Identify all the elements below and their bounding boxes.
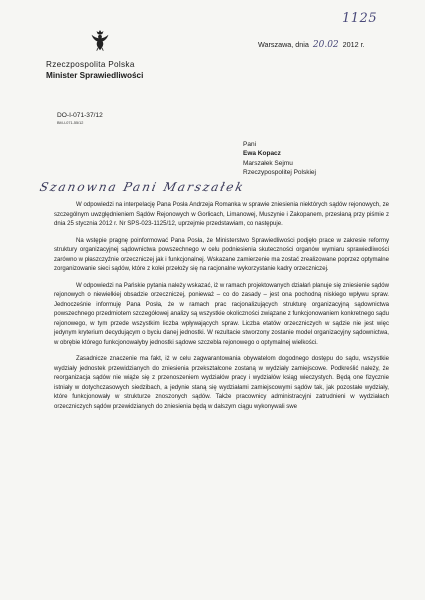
reference-number: DO-I-071-37/12 xyxy=(57,112,103,119)
date-suffix: 2012 r. xyxy=(342,40,365,49)
body-paragraph-4: Zasadnicze znaczenie ma fakt, iż w celu zagwarantowania obywatelom dogodnego dostępu do sądu, wszystkie wydziały jednostek przewidzianych do zniesienia przekształcone zostaną w wydziały zamiejscowe. Podkreślić należy, że reorganizacja sądów nie wiąże się z przenoszeniem wydziałów pracy i wydziałów ksiąg wieczystych. Będą one fizycznie istniały w dotychczasowych siedzibach, a jedynie staną się wydziałami zamiejscowymi sądów tak, jak pozostałe wydziały, które funkcjonowały w strukturze znoszonych sądów. Także pracownicy administracyjni zatrudnieni w wydziałach orzeczniczych sądów przewidzianych do zniesienia będą w dalszym ciągu wykonywali swe xyxy=(54,356,389,410)
addressee-institution: Rzeczypospolitej Polskiej xyxy=(243,168,316,176)
addressee-block xyxy=(243,140,316,177)
handwritten-salutation: Szanowna Pani Marszałek xyxy=(38,180,247,194)
date-day-handwritten: 20.02 xyxy=(312,40,339,50)
header-ministry: Minister Sprawiedliwości xyxy=(46,71,144,80)
body-paragraph-3: W odpowiedzi na Pańskie pytania należy wskazać, iż w ramach projektowanych działań planuje się zniesienie sądów rejonowych o niewielkiej obsadzie orzeczniczej, ponieważ – co do zasady – jest ona pochodną niskiego wpływu spraw. Jednocześnie informuję Pana Posła, że w ramach prac racjonalizujących strukturę organizacyjną sądownictwa powszechnego przedmiotem szczegółowej analizy są wszystkie okoliczności związane z funkcjonowaniem konkretnego sądu rejonowego, w tym przede wszystkim liczba wpływających spraw. Liczba etatów orzeczniczych w sądzie nie jest więc jedynym kryterium decydującym o byciu danej jednostki. W rezultacie stworzony zostanie model organizacyjny sądownictwa, w obrębie którego funkcjonowałyby jednostki sądowe szczebla rejonowego o optymalnej wielkości. xyxy=(54,282,389,346)
registration-number-handwritten: 1125 xyxy=(342,11,378,26)
body-paragraph-1: W odpowiedzi na interpelację Pana Posła Andrzeja Romanka w sprawie zniesienia niektórych sądów rejonowych, ze szczególnym uwzględnieniem Sądów Rejonowych w Gorlicach, Limanowej, Muszynie i Zakopanem, przesłaną przy piśmie z dnia 25 stycznia 2012 r. Nr SPS-023-1125/12, uprzejmie przedstawiam, co następuje. xyxy=(54,202,389,227)
body-paragraph-2: Na wstępie pragnę poinformować Pana Posła, że Ministerstwo Sprawiedliwości podjęło prace w zakresie reformy struktury organizacyjnej sądownictwa powszechnego w celu podniesienia skuteczności organów wymiaru sprawiedliwości zarówno w płaszczyźnie orzeczniczej jak i funkcjonalnej. Wskazane zamierzenie ma zostać zrealizowane poprzez optymalne zorganizowanie sieci sądów, które z kolei przełoży się na racjonalne wykorzystanie kadry orzeczniczej. xyxy=(54,237,389,272)
addressee-title: Pani xyxy=(243,141,257,148)
header-country: Rzeczpospolita Polska xyxy=(46,60,135,69)
date-line xyxy=(258,40,365,50)
polish-eagle-emblem-icon xyxy=(90,28,110,52)
addressee-name: Ewa Kopacz xyxy=(243,150,281,158)
reference-subnumber: BM-I-071-55/12 xyxy=(57,121,84,125)
date-prefix: Warszawa, dnia xyxy=(258,40,309,49)
addressee-role: Marszałek Sejmu xyxy=(243,159,293,167)
letter-body xyxy=(54,201,389,419)
